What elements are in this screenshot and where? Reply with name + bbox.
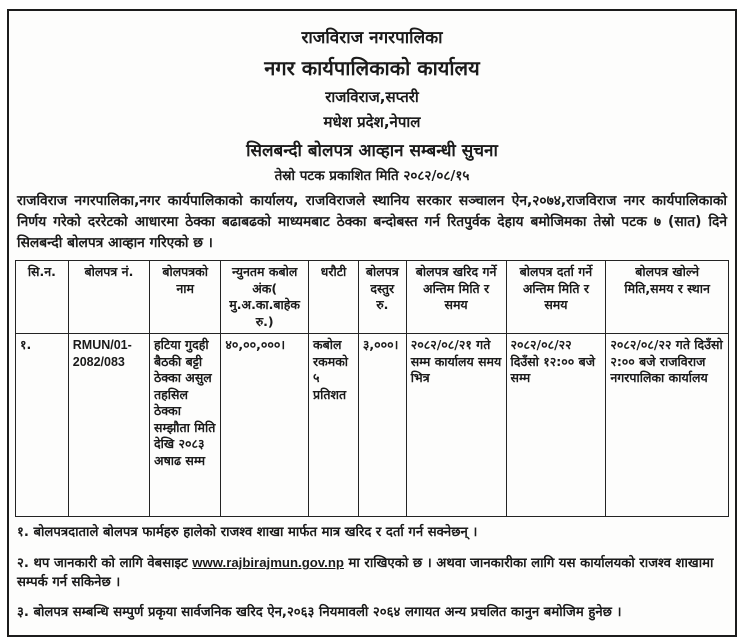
notice-document	[7, 9, 737, 637]
intro-paragraph: राजविराज नगरपालिका,नगर कार्यपालिकाको कार्यालय, राजविराजले स्थानिय सरकार सञ्चालन ऐन,२०७४,राजविराज नगर कार्यपालिकाको निर्णय गरेको दररेटको आधारमा ठेक्का बढाबढको माध्यमबाट ठेक्का बन्दोबस्त गर्न रितपुर्वक देहाय बमोजिमका तेस्रो पटक ७ (सात) दिने सिलबन्दी बोलपत्र आव्हान गरिएको छ ।	[17, 193, 727, 251]
header-tender-name: बोलपत्रको नाम	[150, 261, 221, 334]
header-deposit: धरौटी	[309, 261, 359, 334]
note-2	[17, 553, 727, 592]
tender-table	[15, 260, 729, 517]
header-tender-no: बोलपत्र नं.	[68, 261, 149, 334]
cell-purchase-deadline: २०८२/०८/२१ गते सम्म कार्यालय समय भित्र	[406, 334, 506, 517]
header-sn: सि.न.	[16, 261, 69, 334]
cell-opening: २०८२/०८/२२ गते दिउँसो २:०० बजे राजविराज नगरपालिका कार्यालय	[606, 334, 729, 517]
header-registration-deadline: बोलपत्र दर्ता गर्ने अन्तिम मिति र समय	[506, 261, 606, 334]
cell-deposit: कबोल रकमको ५ प्रतिशत	[309, 334, 359, 517]
note-3: ३. बोलपत्र सम्बन्धि सम्पुर्ण प्रकृया सार्वजनिक खरिद ऐन,२०६३ नियमावली २०६४ लगायत अन्य प्रचलित कानुन बमोजिम हुनेछ ।	[17, 605, 622, 620]
cell-registration-deadline: २०८२/०८/२२ दिउँसो १२:०० बजे सम्म	[506, 334, 606, 517]
cell-sn: १.	[16, 334, 69, 517]
document-header	[15, 25, 729, 184]
header-opening: बोलपत्र खोल्ने मिति,समय र स्थान	[606, 261, 729, 334]
note-2-text-before: २. थप जानकारी को लागि वेबसाइट	[17, 556, 193, 571]
district-line: राजविराज,सप्तरी	[325, 88, 419, 106]
note-2-text-after: मा राखिएको छ । अथवा जानकारीका लागि यस कार्यालयको राजश्व शाखामा सम्पर्क गर्न सकिनेछ ।	[17, 556, 714, 590]
header-min-amount: न्युनतम कबोल अंक( मु.अ.का.बाहेक रु.)	[221, 261, 309, 334]
cell-tender-no: RMUN/01-2082/083	[68, 334, 149, 517]
notice-title: सिलबन्दी बोलपत्र आव्हान सम्बन्धी सुचना	[246, 141, 498, 161]
table-row	[16, 334, 729, 517]
table-header-row	[16, 261, 729, 334]
website-url: www.rajbirajmun.gov.np	[192, 555, 344, 570]
header-purchase-deadline: बोलपत्र खरिद गर्ने अन्तिम मिति र समय	[406, 261, 506, 334]
cell-min-amount: ४०,००,०००।	[221, 334, 309, 517]
office-name: नगर कार्यपालिकाको कार्यालय	[264, 56, 480, 80]
header-fee: बोलपत्र दस्तुर रु.	[358, 261, 406, 334]
note-1: १. बोलपत्रदाताले बोलपत्र फार्महरु हालेको राजश्व शाखा मार्फत मात्र खरिद र दर्ता गर्न सक्नेछन् ।	[17, 525, 478, 540]
municipality-name: राजविराज नगरपालिका	[301, 28, 443, 48]
cell-tender-name: हटिया गुदही बैठकी बट्टी ठेक्का असुल तहसिल ठेक्का सम्झौता मिति देखि २०८३ अषाढ सम्म	[150, 334, 221, 517]
province-line: मधेश प्रदेश,नेपाल	[323, 113, 421, 131]
publish-date-line: तेस्रो पटक प्रकाशित मिति २०८२/०८/१५	[274, 168, 470, 184]
notes-section	[17, 523, 727, 622]
cell-fee: ३,०००।	[358, 334, 406, 517]
